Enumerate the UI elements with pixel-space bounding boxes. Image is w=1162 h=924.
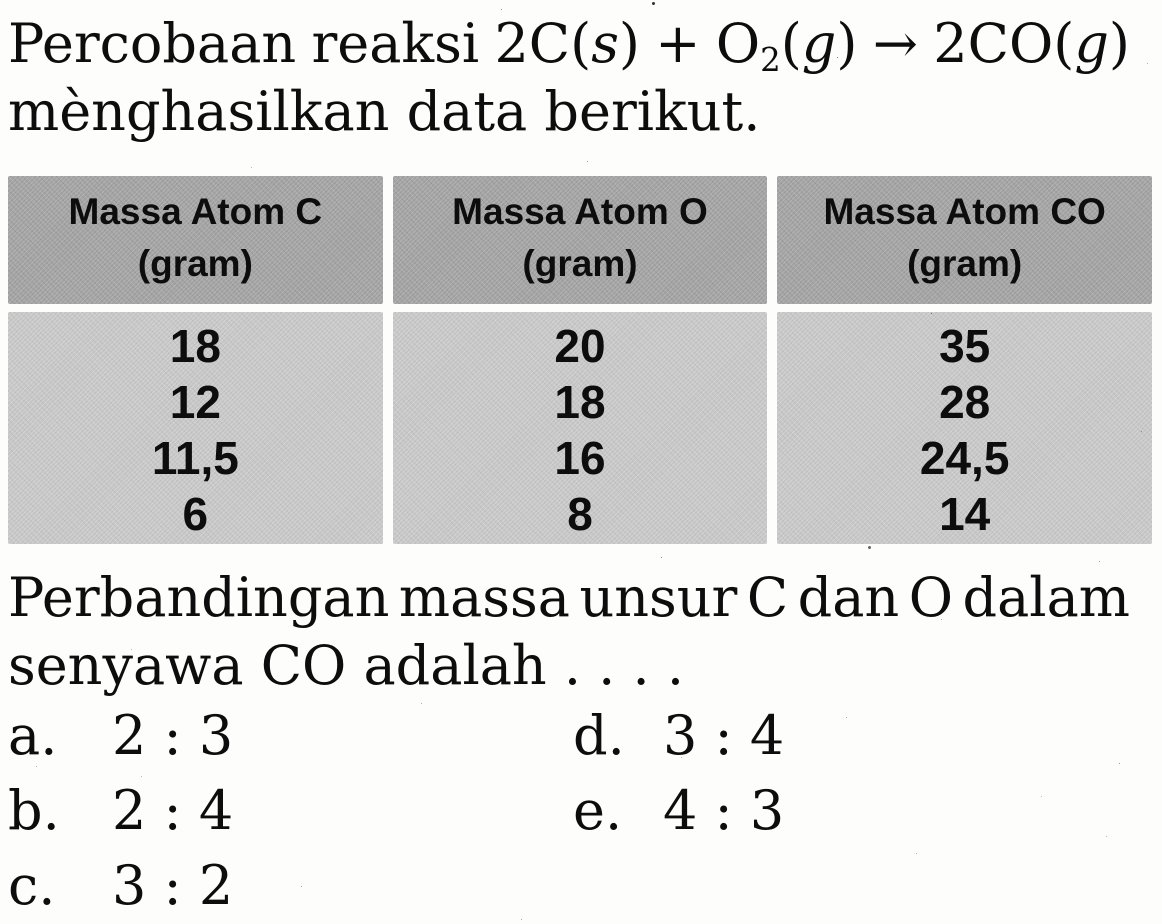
state-symbol-gas: g xyxy=(801,12,837,75)
option-letter: e. xyxy=(573,779,623,842)
table-cell: 11,5 xyxy=(151,432,239,484)
column-header-massa-co xyxy=(777,176,1152,304)
option-letter: d. xyxy=(573,704,625,767)
table-cell: 20 xyxy=(554,320,606,372)
options-column-left xyxy=(8,698,233,923)
state-symbol-solid: s xyxy=(591,12,619,75)
table-cell: 8 xyxy=(567,488,593,540)
option-e xyxy=(573,773,784,848)
question-line1 xyxy=(8,566,1130,630)
reaction-arrow: → xyxy=(872,12,918,75)
column-title: Massa Atom CO xyxy=(823,191,1106,232)
question-word: dan xyxy=(797,566,900,629)
column-values-massa-co xyxy=(777,312,1152,544)
table-cell: 24,5 xyxy=(919,432,1010,484)
column-unit: (gram) xyxy=(522,243,638,284)
option-value: 4 : 3 xyxy=(663,779,785,842)
scan-noise-speckles xyxy=(0,0,3,3)
table-cell: 12 xyxy=(169,376,221,428)
option-letter: c. xyxy=(8,854,56,917)
option-b xyxy=(8,773,233,848)
question-word: unsur xyxy=(579,566,738,629)
column-title: Massa Atom O xyxy=(452,191,708,232)
problem-statement-line2: mènghasilkan data berikut. xyxy=(8,80,761,143)
formula-reactant-oxygen: $O_2(g)$ xyxy=(715,12,858,80)
option-letter: b. xyxy=(8,779,60,842)
table-cell: 18 xyxy=(554,376,606,428)
option-value: 3 : 2 xyxy=(112,854,234,917)
option-a xyxy=(8,698,233,773)
question-word: Perbandingan xyxy=(8,566,390,629)
subscript-2: 2 xyxy=(760,41,781,80)
column-values-massa-c xyxy=(8,312,383,544)
mass-data-table xyxy=(8,176,1152,544)
table-cell: 35 xyxy=(939,320,991,372)
intro-word: Percobaan xyxy=(8,12,297,75)
column-unit: (gram) xyxy=(907,243,1023,284)
state-symbol-gas: g xyxy=(1074,12,1109,75)
formula-reactant-carbon: 2C(s) xyxy=(494,12,640,75)
options-column-right xyxy=(573,698,784,848)
column-header-massa-o xyxy=(393,176,768,304)
table-cell: 18 xyxy=(169,320,221,372)
question-word: dalam xyxy=(962,566,1130,629)
column-values-massa-o xyxy=(393,312,768,544)
intro-word: reaksi xyxy=(311,12,480,75)
plus-sign: + xyxy=(655,12,701,75)
column-header-massa-c xyxy=(8,176,383,304)
column-title: Massa Atom C xyxy=(68,191,323,232)
table-cell: 28 xyxy=(939,376,991,428)
question-word: O xyxy=(908,566,954,629)
table-cell: 6 xyxy=(182,488,209,540)
option-value: 3 : 4 xyxy=(663,704,785,767)
question-word: C xyxy=(746,566,789,629)
question-line2: senyawa CO adalah . . . . xyxy=(8,634,685,697)
option-letter: a. xyxy=(8,704,58,767)
column-unit: (gram) xyxy=(137,243,253,284)
table-cell: 14 xyxy=(939,488,991,540)
option-c xyxy=(8,848,233,923)
table-cell: 16 xyxy=(554,432,606,484)
option-d xyxy=(573,698,784,773)
question-word: massa xyxy=(398,566,570,629)
option-value: 2 : 3 xyxy=(112,704,234,767)
option-value: 2 : 4 xyxy=(112,779,234,842)
formula-product-co: 2CO(g) xyxy=(933,12,1130,75)
